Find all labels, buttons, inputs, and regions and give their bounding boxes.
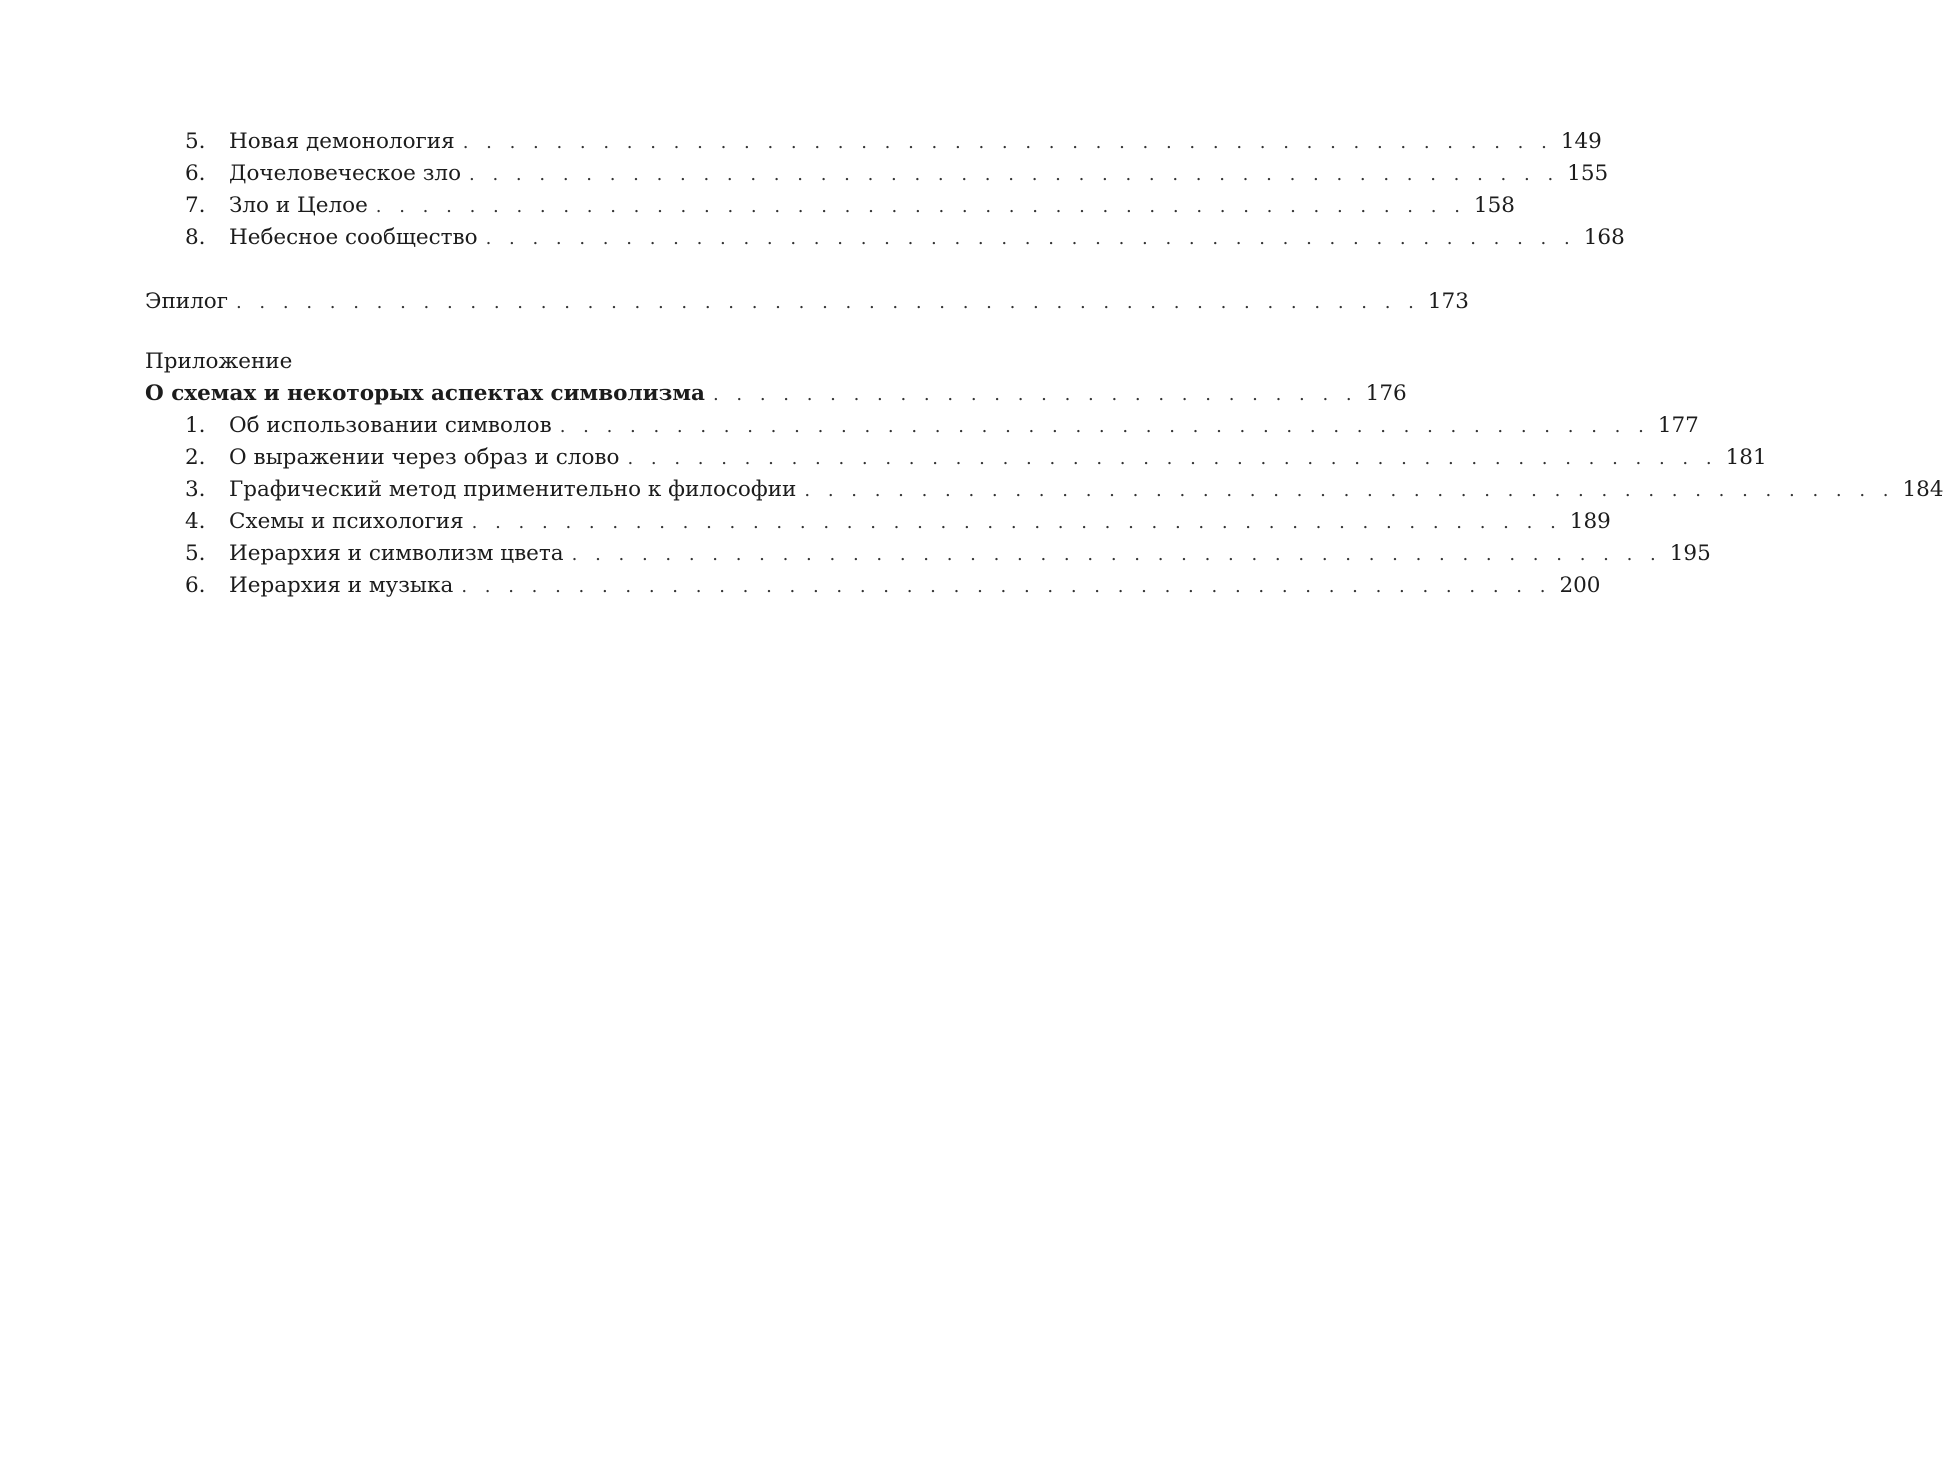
entry-title: О выражении через образ и слово <box>229 445 620 470</box>
entry-number: 4. <box>185 509 206 534</box>
dot-leader: . . . . . . . . . . . . . . . . . . . . . . . . . . . . . . . . . . . . . . . . . . . . . . . . . . . <box>235 292 1420 313</box>
entry-page: 184 <box>1902 477 1944 502</box>
entry-page: 177 <box>1657 413 1699 438</box>
entry-page: 189 <box>1569 509 1611 534</box>
entry-page: 168 <box>1583 225 1625 250</box>
dot-leader: . . . . . . . . . . . . . . . . . . . . . . . . . . . . . . . . . . . . . . . . . . . . . . . <box>571 544 1662 565</box>
entry-title: Графический метод применительно к философии <box>229 477 797 502</box>
entry-title: Небесное сообщество <box>229 225 478 250</box>
appendix-label <box>145 346 930 378</box>
spacer <box>145 318 930 346</box>
toc-entry <box>145 570 1601 602</box>
dot-leader: . . . . . . . . . . . . . . . . . . . . . . . . . . . . . . . . . . . . . . . . . . . . . . . <box>461 576 1552 597</box>
entry-title: Об использовании символов <box>229 413 552 438</box>
dot-leader: . . . . . . . . . . . . . . . . . . . . . . . . . . . . <box>712 384 1358 405</box>
entry-page: 195 <box>1669 541 1711 566</box>
toc-entry <box>145 410 1699 442</box>
toc-entry <box>145 126 1602 158</box>
entry-page: 158 <box>1473 193 1515 218</box>
toc-entry-epilogue <box>145 286 1469 318</box>
entry-page: 155 <box>1567 161 1609 186</box>
entry-number: 2. <box>185 445 206 470</box>
entry-title: Новая демонология <box>229 129 455 154</box>
entry-title: Эпилог <box>145 289 228 314</box>
entry-number: 5. <box>185 541 206 566</box>
entry-number: 1. <box>185 413 206 438</box>
toc-entry-appendix <box>145 378 1407 410</box>
table-of-contents <box>145 126 1944 602</box>
spacer <box>145 254 930 286</box>
entry-page: 176 <box>1365 381 1407 406</box>
entry-page: 200 <box>1559 573 1601 598</box>
toc-entry <box>145 442 1767 474</box>
entry-title: Схемы и психология <box>229 509 464 534</box>
entry-number: 6. <box>185 573 206 598</box>
entry-number: 7. <box>185 193 206 218</box>
entry-title: О схемах и некоторых аспектах символизма <box>145 381 705 406</box>
toc-entry <box>145 158 1609 190</box>
dot-leader: . . . . . . . . . . . . . . . . . . . . . . . . . . . . . . . . . . . . . . . . . . . . . . . <box>375 196 1466 217</box>
entry-number: 5. <box>185 129 206 154</box>
dot-leader: . . . . . . . . . . . . . . . . . . . . . . . . . . . . . . . . . . . . . . . . . . . . . . . <box>559 416 1650 437</box>
toc-entry <box>145 222 1625 254</box>
dot-leader: . . . . . . . . . . . . . . . . . . . . . . . . . . . . . . . . . . . . . . . . . . . . . . . <box>804 480 1895 501</box>
entry-number: 8. <box>185 225 206 250</box>
entry-number: 3. <box>185 477 206 502</box>
toc-entry <box>145 506 1611 538</box>
appendix-label-text: Приложение <box>145 349 293 374</box>
entry-title: Иерархия и символизм цвета <box>229 541 564 566</box>
entry-page: 173 <box>1427 289 1469 314</box>
toc-entry <box>145 538 1711 570</box>
dot-leader: . . . . . . . . . . . . . . . . . . . . . . . . . . . . . . . . . . . . . . . . . . . . . . . <box>485 228 1576 249</box>
dot-leader: . . . . . . . . . . . . . . . . . . . . . . . . . . . . . . . . . . . . . . . . . . . . . . . <box>469 164 1560 185</box>
toc-entry <box>145 474 1944 506</box>
dot-leader: . . . . . . . . . . . . . . . . . . . . . . . . . . . . . . . . . . . . . . . . . . . . . . . <box>471 512 1562 533</box>
entry-number: 6. <box>185 161 206 186</box>
entry-page: 149 <box>1560 129 1602 154</box>
entry-title: Дочеловеческое зло <box>229 161 462 186</box>
entry-page: 181 <box>1725 445 1767 470</box>
entry-title: Иерархия и музыка <box>229 573 454 598</box>
dot-leader: . . . . . . . . . . . . . . . . . . . . . . . . . . . . . . . . . . . . . . . . . . . . . . . <box>627 448 1718 469</box>
toc-entry <box>145 190 1515 222</box>
entry-title: Зло и Целое <box>229 193 368 218</box>
dot-leader: . . . . . . . . . . . . . . . . . . . . . . . . . . . . . . . . . . . . . . . . . . . . . . . <box>462 132 1553 153</box>
